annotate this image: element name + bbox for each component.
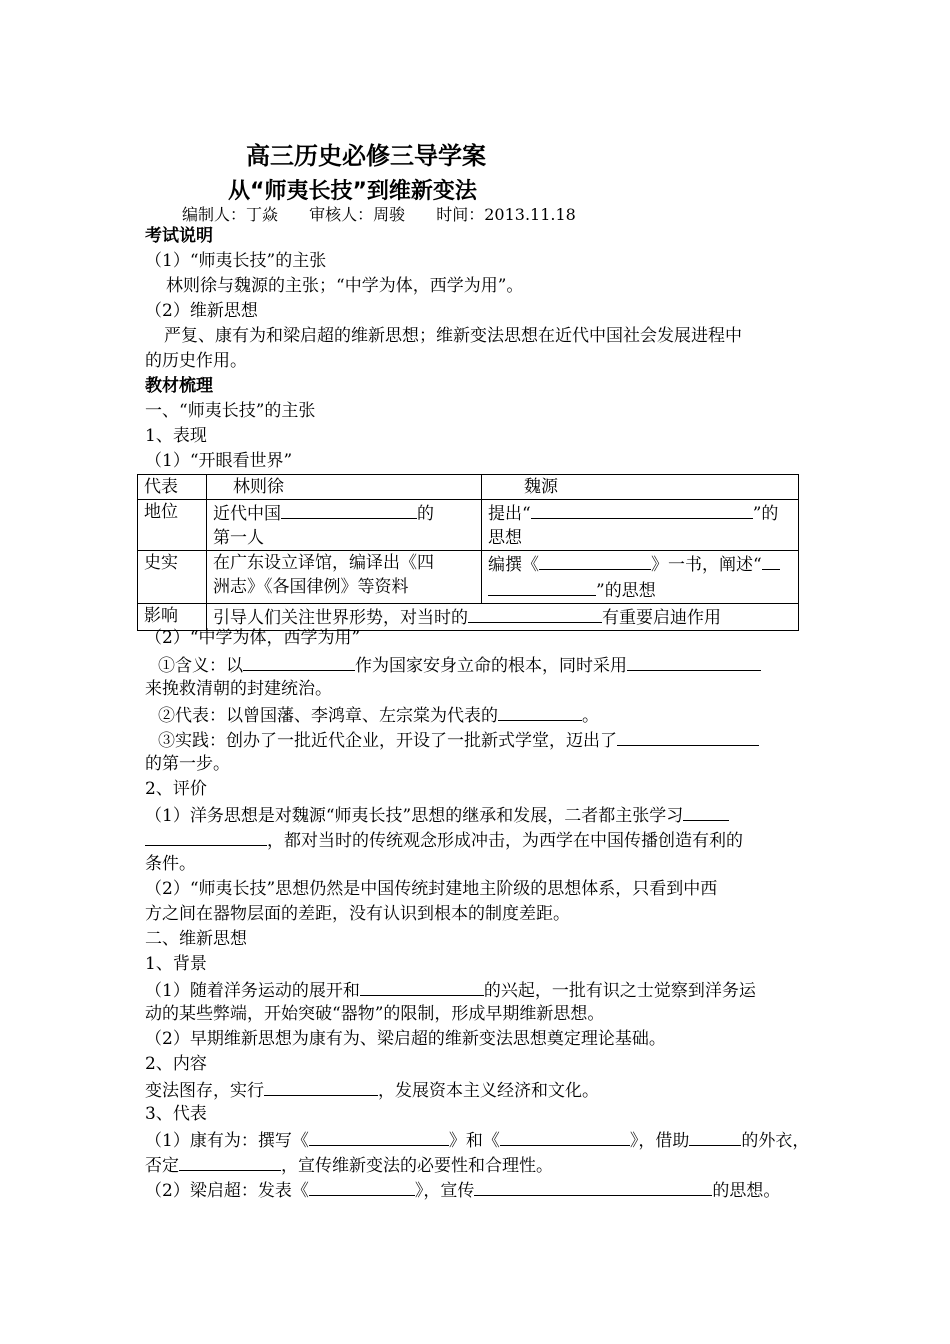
fill-blank[interactable] xyxy=(360,977,484,996)
exam-item-2: （2）维新思想 xyxy=(145,301,258,321)
compiler: 编制人：丁焱 xyxy=(182,205,279,224)
text: ②代表：以曾国藩、李鸿章、左宗棠为代表的 xyxy=(158,706,498,726)
evaluation-p2b: 方之间在器物层面的差距，没有认识到根本的制度差距。 xyxy=(145,904,570,924)
section-1-heading: 一、“师夷长技”的主张 xyxy=(145,401,316,421)
fill-blank[interactable] xyxy=(145,827,267,846)
text: 的外衣， xyxy=(741,1131,810,1151)
comparison-table xyxy=(137,474,799,631)
fill-blank[interactable] xyxy=(179,1152,281,1171)
text: ①含义：以 xyxy=(158,656,243,676)
cell-text: 引导人们关注世界形势，对当时的 xyxy=(213,608,468,628)
evaluation-p1c: 条件。 xyxy=(145,854,196,874)
wei-facts-cell xyxy=(482,551,799,604)
content-1 xyxy=(145,1077,599,1103)
row-label-impact: 影响 xyxy=(138,604,207,631)
fill-blank[interactable] xyxy=(498,702,582,721)
fill-blank[interactable] xyxy=(488,577,596,596)
evaluation-heading: 2、评价 xyxy=(145,779,207,799)
zhongti-heading: （2）“中学为体，西学为用” xyxy=(145,628,361,648)
cell-text: 洲志》《各国律例》等资料 xyxy=(213,577,409,597)
cell-text: 提出“ xyxy=(488,504,531,524)
zhongti-line-3 xyxy=(158,727,759,753)
text: ，宣传维新变法的必要性和合理性。 xyxy=(281,1156,553,1176)
table-header-rep: 代表 xyxy=(138,475,207,500)
document-meta xyxy=(182,202,602,225)
cell-text: ”的 xyxy=(752,504,779,524)
text: （1）洋务思想是对魏源“师夷长技”思想的继承和发展，二者都主张学习 xyxy=(145,806,684,826)
zhongti-line-1 xyxy=(158,652,761,678)
cell-text: 思想 xyxy=(488,528,522,548)
rep-kang-a xyxy=(145,1127,809,1153)
fill-blank[interactable] xyxy=(474,1177,712,1196)
fill-blank[interactable] xyxy=(689,1127,741,1146)
rep-liang xyxy=(145,1177,780,1203)
text: 作为国家安身立命的根本，同时采用 xyxy=(355,656,627,676)
background-1b: 动的某些弊端，开始突破“器物”的限制，形成早期维新思想。 xyxy=(145,1004,605,1024)
fill-blank[interactable] xyxy=(281,500,417,519)
cell-text: 编撰《 xyxy=(488,555,539,575)
table-row xyxy=(138,475,799,500)
background-1a xyxy=(145,977,756,1003)
text: ，发展资本主义经济和文化。 xyxy=(378,1081,599,1101)
text: 》，宣传 xyxy=(414,1181,475,1201)
fill-blank[interactable] xyxy=(683,802,729,821)
content-heading: 2、内容 xyxy=(145,1054,207,1074)
text: ，都对当时的传统观念形成冲击，为西学在中国传播创造有利的 xyxy=(267,831,743,851)
rep-kang-b xyxy=(145,1152,553,1178)
fill-blank[interactable] xyxy=(468,604,602,623)
text: （1）康有为：撰写《 xyxy=(145,1131,309,1151)
table-row xyxy=(138,551,799,604)
text: ③实践：创办了一批近代企业，开设了一批新式学堂，迈出了 xyxy=(158,731,617,751)
cell-text: 第一人 xyxy=(213,528,264,548)
fill-blank[interactable] xyxy=(617,727,759,746)
text: 变法图存，实行 xyxy=(145,1081,264,1101)
exam-heading: 考试说明 xyxy=(145,226,213,246)
representatives-heading: 3、代表 xyxy=(145,1104,207,1124)
fill-blank[interactable] xyxy=(309,1127,449,1146)
fill-blank[interactable] xyxy=(264,1077,378,1096)
row-label-facts: 史实 xyxy=(138,551,207,604)
zhongti-line-1b: 来挽救清朝的封建统治。 xyxy=(145,679,332,699)
exam-item-1: （1）“师夷长技”的主张 xyxy=(145,251,327,271)
evaluation-p2a: （2）“师夷长技”思想仍然是中国传统封建地主阶级的思想体系，只看到中西 xyxy=(145,879,718,899)
background-2: （2）早期维新思想为康有为、梁启超的维新变法思想奠定理论基础。 xyxy=(145,1029,666,1049)
table-header-lin: 林则徐 xyxy=(207,475,482,500)
text: 的思想。 xyxy=(712,1181,781,1201)
cell-text: 的 xyxy=(417,504,434,524)
evaluation-p1b xyxy=(145,827,743,853)
cell-text: 近代中国 xyxy=(213,504,281,524)
fill-blank[interactable] xyxy=(531,500,753,519)
fill-blank[interactable] xyxy=(309,1177,415,1196)
lin-status-cell xyxy=(207,500,482,551)
zhongti-line-3b: 的第一步。 xyxy=(145,754,230,774)
fill-blank[interactable] xyxy=(539,551,651,570)
fill-blank[interactable] xyxy=(500,1127,630,1146)
text: （2）梁启超：发表《 xyxy=(145,1181,309,1201)
text: 》和《 xyxy=(448,1131,500,1151)
lin-facts-cell xyxy=(207,551,482,604)
text: 》，借助 xyxy=(629,1131,690,1151)
wei-status-cell xyxy=(482,500,799,551)
fill-blank[interactable] xyxy=(243,652,355,671)
cell-text: 有重要启迪作用 xyxy=(602,608,721,628)
evaluation-p1a xyxy=(145,802,729,828)
cell-text: 》一书，阐述“ xyxy=(651,555,762,575)
fill-blank[interactable] xyxy=(762,551,780,570)
exam-item-1-text: 林则徐与魏源的主张；“中学为体，西学为用”。 xyxy=(166,276,524,296)
row-label-status: 地位 xyxy=(138,500,207,551)
section-1-1-1: （1）“开眼看世界” xyxy=(145,451,293,471)
exam-item-2-text-b: 的历史作用。 xyxy=(145,351,247,371)
text: （1）随着洋务运动的展开和 xyxy=(145,981,360,1001)
reform-heading: 二、维新思想 xyxy=(145,929,247,949)
text: 否定 xyxy=(145,1156,179,1176)
material-heading: 教材梳理 xyxy=(145,376,213,396)
date: 时间：2013.11.18 xyxy=(436,205,576,224)
cell-text: 在广东设立译馆，编译出《四 xyxy=(213,553,434,573)
exam-item-2-text-a: 严复、康有为和梁启超的维新思想；维新变法思想在近代中国社会发展进程中 xyxy=(164,326,742,346)
table-row xyxy=(138,500,799,551)
table-header-wei: 魏源 xyxy=(482,475,799,500)
text: 的兴起，一批有识之士觉察到洋务运 xyxy=(483,981,756,1001)
document-subtitle: 从“师夷长技”到维新变法 xyxy=(228,179,477,204)
fill-blank[interactable] xyxy=(627,652,761,671)
reviewer: 审核人：周骏 xyxy=(309,205,406,224)
section-1-1: 1、表现 xyxy=(145,426,207,446)
document-title: 高三历史必修三导学案 xyxy=(246,142,486,170)
cell-text: ”的思想 xyxy=(596,581,656,601)
zhongti-line-2 xyxy=(158,702,599,728)
background-heading: 1、背景 xyxy=(145,954,207,974)
text: 。 xyxy=(582,706,599,726)
